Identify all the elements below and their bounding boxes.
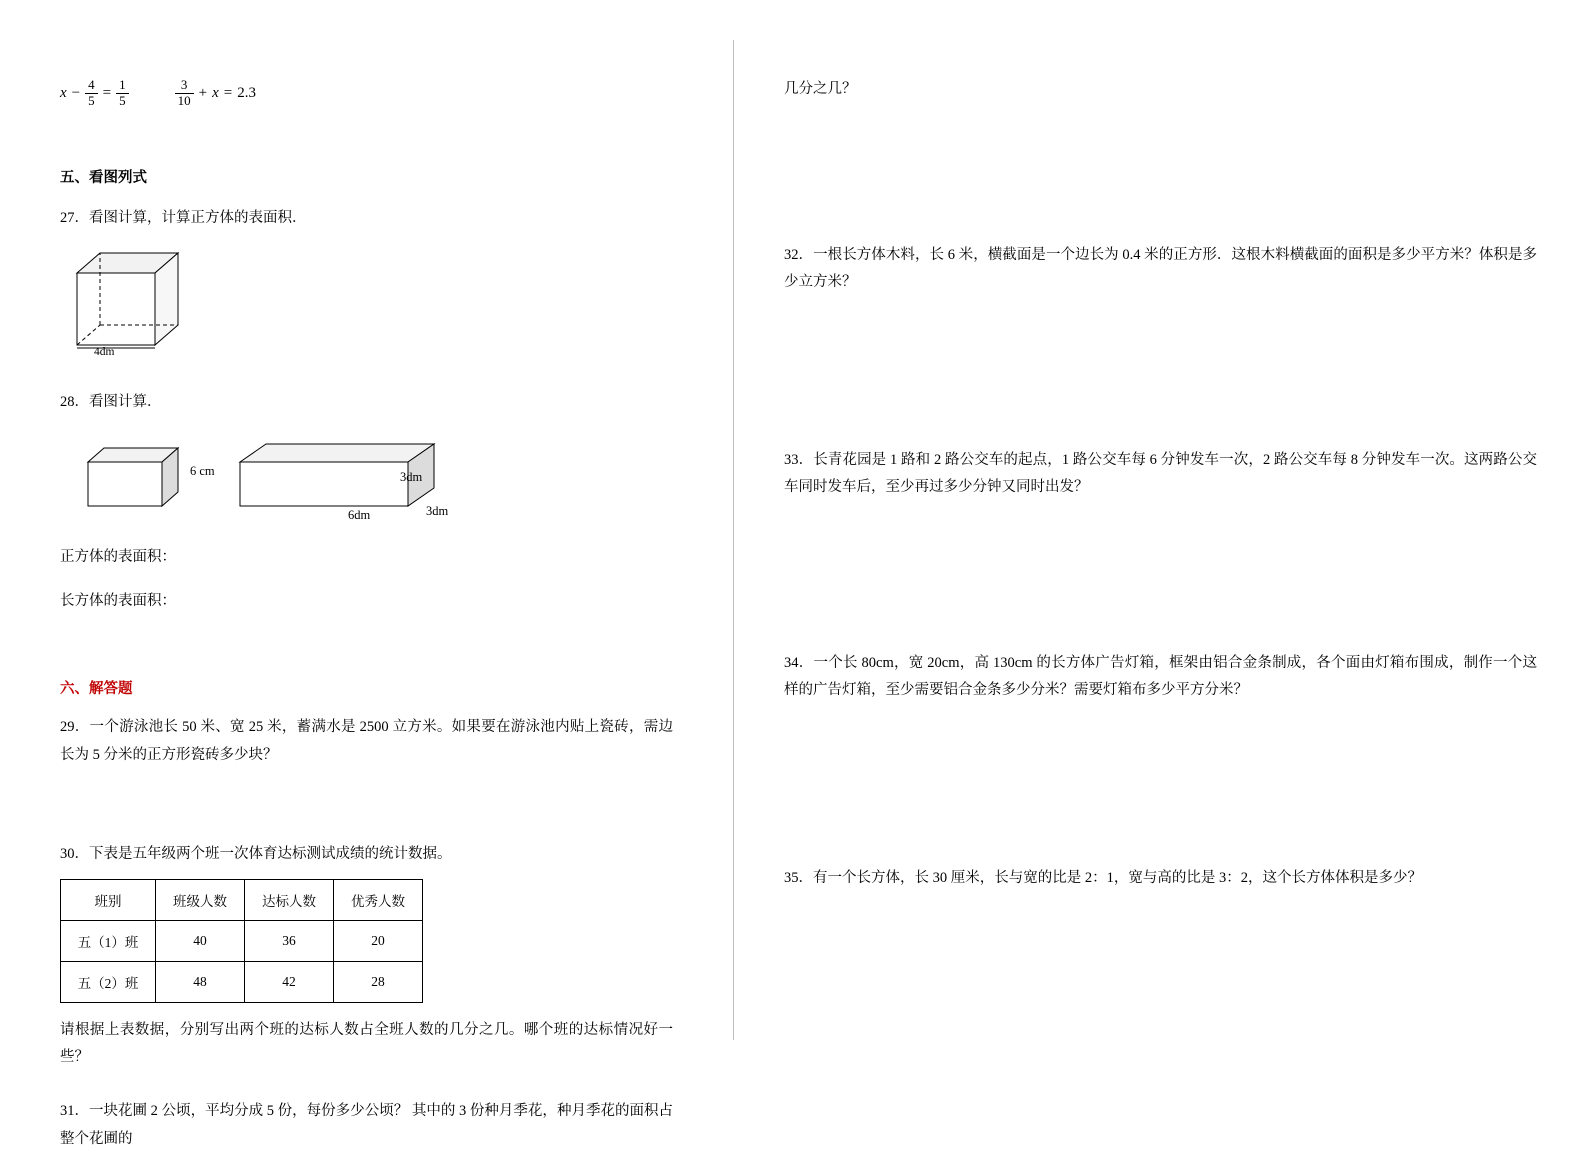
fraction-numerator: 4 bbox=[88, 77, 95, 92]
cube-figure-q27 bbox=[72, 245, 202, 358]
question-32: 32．一根长方体木料，长 6 米，横截面是一个边长为 0.4 米的正方形．这根木料横截面的面积是多少平方米？体积是多少立方米？ bbox=[784, 246, 1537, 291]
table-header-passed: 达标人数 bbox=[245, 879, 334, 920]
fraction-denominator: 5 bbox=[116, 93, 129, 109]
question-33: 33．长青花园是 1 路和 2 路公交车的起点，1 路公交车每 6 分钟发车一次，2 路公交车每 8 分钟发车一次。这两路公交车同时发车后，至少再过多少分钟又同时出发？ bbox=[784, 451, 1537, 496]
figures-q28 bbox=[60, 426, 673, 536]
table-header-excellent: 优秀人数 bbox=[334, 879, 423, 920]
left-column bbox=[0, 0, 733, 1153]
table-cell-class-name: 五（1）班 bbox=[61, 920, 156, 961]
question-29: 29．一个游泳池长 50 米、宽 25 米，蓄满水是 2500 立方米。如果要在游泳池内贴上瓷砖，需边长为 5 分米的正方形瓷砖多少块？ bbox=[60, 719, 673, 763]
question-30: 30．下表是五年级两个班一次体育达标测试成绩的统计数据。 bbox=[60, 846, 452, 863]
equation-2-result: 2.3 bbox=[237, 84, 256, 101]
cube-side-label-q28: 6 cm bbox=[190, 464, 215, 479]
table-row bbox=[61, 920, 423, 961]
fraction-denominator: 5 bbox=[85, 93, 98, 109]
equation-1-equals: = bbox=[102, 84, 112, 101]
fraction-numerator: 3 bbox=[180, 77, 188, 92]
table-row bbox=[61, 961, 423, 1002]
question-35: 35．有一个长方体，长 30 厘米，长与宽的比是 2：1，宽与高的比是 3：2，这个长方体体积是多少？ bbox=[784, 869, 1422, 886]
equation-1 bbox=[60, 78, 129, 108]
box-width-label-q28: 3dm bbox=[426, 504, 449, 519]
question-31-continued: 几分之几？ bbox=[784, 81, 857, 97]
equation-2-variable: x bbox=[212, 84, 219, 101]
question-27: 27．看图计算，计算正方体的表面积． bbox=[60, 210, 307, 227]
table-header-total: 班级人数 bbox=[156, 879, 245, 920]
section-heading-5: 五、看图列式 bbox=[60, 170, 147, 187]
box-height-label-q28: 3dm bbox=[400, 470, 423, 485]
stats-table bbox=[60, 879, 423, 1003]
cube-svg bbox=[72, 245, 202, 355]
equation-2-equals: = bbox=[223, 84, 233, 101]
table-header-row bbox=[61, 879, 423, 920]
equation-1-fraction-right bbox=[116, 78, 129, 108]
fraction-denominator: 10 bbox=[175, 93, 194, 109]
question-34: 34．一个长 80cm，宽 20cm，高 130cm 的长方体广告灯箱，框架由铝合金条制成，各个面由灯箱布围成，制作一个这样的广告灯箱，至少需要铝合金条多少分米？需要灯箱布多少平方分米？ bbox=[784, 654, 1537, 699]
q28-shapes-svg bbox=[70, 426, 690, 534]
table-cell-excellent: 20 bbox=[334, 920, 423, 961]
answer-line-box-surface: 长方体的表面积： bbox=[60, 592, 176, 609]
answer-line-cube-surface: 正方体的表面积： bbox=[60, 549, 176, 566]
box-length-label-q28: 6dm bbox=[348, 508, 371, 523]
table-header-class: 班别 bbox=[61, 879, 156, 920]
table-cell-total: 48 bbox=[156, 961, 245, 1002]
cube-edge-label: 4dm bbox=[94, 345, 115, 358]
equation-1-minus: − bbox=[71, 84, 81, 101]
table-cell-passed: 36 bbox=[245, 920, 334, 961]
question-31: 31．一块花圃 2 公顷，平均分成 5 份，每份多少公顷？ 其中的 3 份种月季花，种月季花的面积占整个花圃的 bbox=[60, 1103, 673, 1147]
right-column bbox=[734, 0, 1587, 892]
equation-2-fraction bbox=[175, 78, 194, 108]
equations-row bbox=[60, 78, 673, 108]
table-cell-class-name: 五（2）班 bbox=[61, 961, 156, 1002]
question-30-note: 请根据上表数据，分别写出两个班的达标人数占全班人数的几分之几。哪个班的达标情况好一些？ bbox=[60, 1021, 673, 1066]
equation-2-plus: + bbox=[198, 84, 208, 101]
equation-2 bbox=[175, 78, 256, 108]
equation-1-variable: x bbox=[60, 84, 67, 101]
question-28: 28．看图计算． bbox=[60, 393, 162, 410]
section-heading-6: 六、解答题 bbox=[60, 681, 133, 698]
fraction-numerator: 1 bbox=[119, 77, 126, 92]
table-cell-excellent: 28 bbox=[334, 961, 423, 1002]
table-cell-total: 40 bbox=[156, 920, 245, 961]
table-cell-passed: 42 bbox=[245, 961, 334, 1002]
equation-1-fraction-left bbox=[85, 78, 98, 108]
